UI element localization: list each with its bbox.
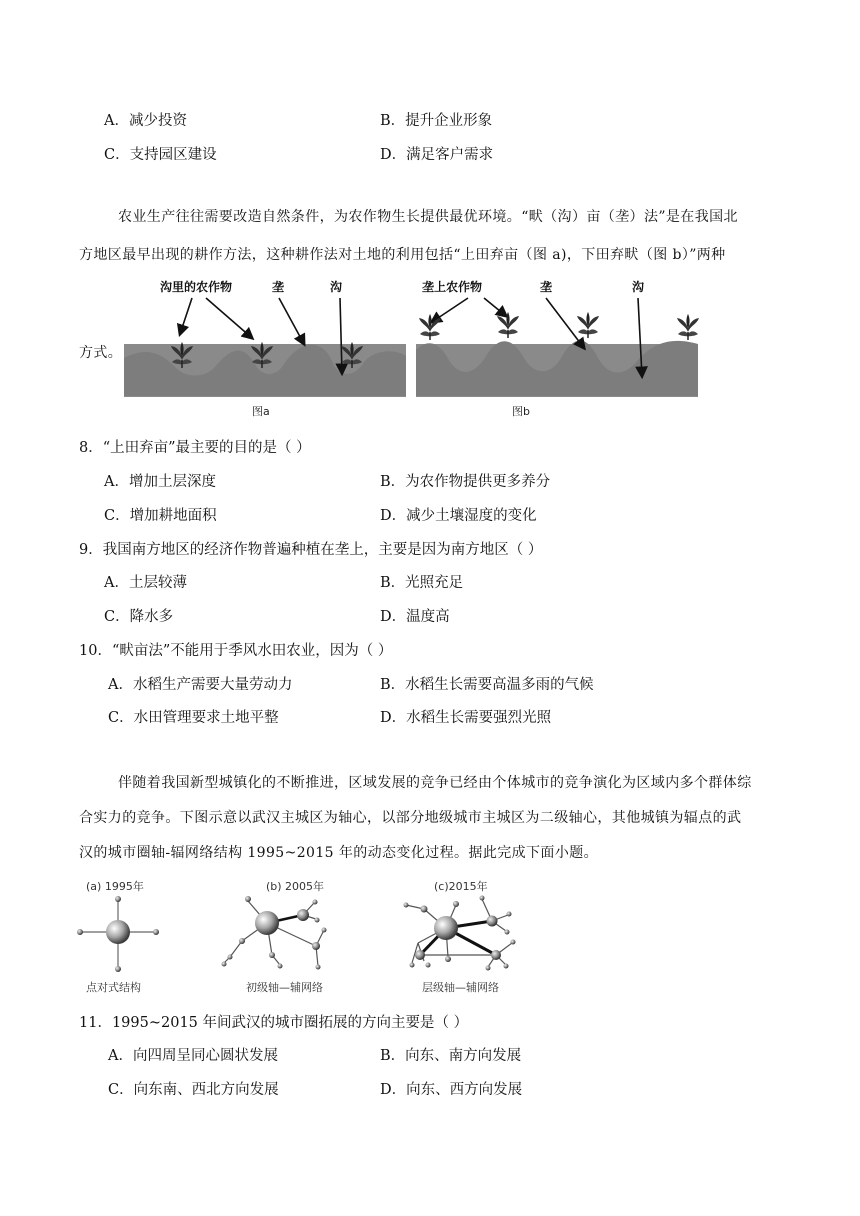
figure-a-label-ditch: 沟 [330, 280, 343, 294]
network-b-diagram [222, 896, 327, 970]
q9-option-b: B．光照充足 [380, 575, 464, 591]
q8-option-c: C．增加耕地面积 [104, 508, 217, 524]
q9-stem: 9．我国南方地区的经济作物普遍种植在垄上，主要是因为南方地区（ ） [79, 542, 543, 558]
q11-option-b: B．向东、南方向发展 [380, 1048, 522, 1064]
q8-stem: 8．“上田弃亩”最主要的目的是（ ） [79, 440, 311, 456]
q11-option-c: C．向东南、西北方向发展 [108, 1082, 279, 1098]
passage2-line1: 伴随着我国新型城镇化的不断推进，区域发展的竞争已经由个体城市的竞争演化为区域内多个群体综 [118, 775, 752, 791]
figure-a-caption: 图a [252, 405, 270, 418]
q10-option-b: B．水稻生长需要高温多雨的气候 [380, 677, 594, 693]
figure-b-label-crop: 垄上农作物 [422, 280, 483, 294]
q11-option-d: D．向东、西方向发展 [380, 1082, 523, 1098]
network-c-title: (c)2015年 [434, 880, 488, 893]
q10-option-d: D．水稻生长需要强烈光照 [380, 710, 552, 726]
q11-option-a: A．向四周呈同心圆状发展 [108, 1048, 278, 1064]
passage1-line1: 农业生产往往需要改造自然条件，为农作物生长提供最优环境。“畎（沟）亩（垄）法”是在我国北 [118, 209, 738, 225]
figure-a-label-crop: 沟里的农作物 [160, 280, 233, 294]
q7-option-a: A．减少投资 [104, 113, 187, 129]
q7-option-c: C．支持园区建设 [104, 147, 217, 163]
q10-option-a: A．水稻生产需要大量劳动力 [108, 677, 293, 693]
q10-stem: 10．“畎亩法”不能用于季风水田农业，因为（ ） [79, 643, 393, 659]
q7-option-d: D．满足客户需求 [380, 147, 494, 163]
network-a-title: (a) 1995年 [86, 880, 144, 893]
network-b-title: (b) 2005年 [266, 880, 325, 893]
network-a-diagram [77, 896, 159, 972]
network-b-caption: 初级轴—辅网络 [246, 981, 323, 994]
figure-b [416, 278, 700, 422]
q9-option-d: D．温度高 [380, 609, 450, 625]
passage2-line3: 汉的城市圈轴-辐网络结构 1995~2015 年的动态变化过程。据此完成下面小题。 [79, 845, 599, 861]
q8-option-a: A．增加土层深度 [104, 474, 216, 490]
q8-option-d: D．减少土壤湿度的变化 [380, 508, 537, 524]
network-a-caption: 点对式结构 [86, 981, 141, 994]
q9-option-a: A．土层较薄 [104, 575, 187, 591]
figure-b-caption: 图b [512, 405, 530, 418]
network-c-caption: 层级轴—辅网络 [422, 981, 499, 994]
figure-a-label-ridge: 垄 [272, 280, 285, 294]
q11-stem: 11．1995~2015 年间武汉的城市圈拓展的方向主要是（ ） [79, 1015, 469, 1031]
q10-option-c: C．水田管理要求土地平整 [108, 710, 279, 726]
figure-b-label-ridge: 垄 [540, 280, 553, 294]
q7-option-b: B．提升企业形象 [380, 113, 493, 129]
network-figure [76, 875, 526, 1000]
passage2-line2: 合实力的竞争。下图示意以武汉主城区为轴心，以部分地级城市主城区为二级轴心，其他城镇为辐点的武 [79, 810, 742, 826]
passage1-line3: 方式。 [79, 345, 123, 361]
network-c-diagram [404, 896, 516, 971]
figure-a [124, 278, 414, 422]
figure-b-label-ditch: 沟 [632, 280, 645, 294]
q9-option-c: C．降水多 [104, 609, 174, 625]
q8-option-b: B．为农作物提供更多养分 [380, 474, 551, 490]
passage1-line2: 方地区最早出现的耕作方法，这种耕作法对土地的利用包括“上田弃亩（图 a)，下田弃畎（图 b）”两种 [79, 247, 726, 263]
